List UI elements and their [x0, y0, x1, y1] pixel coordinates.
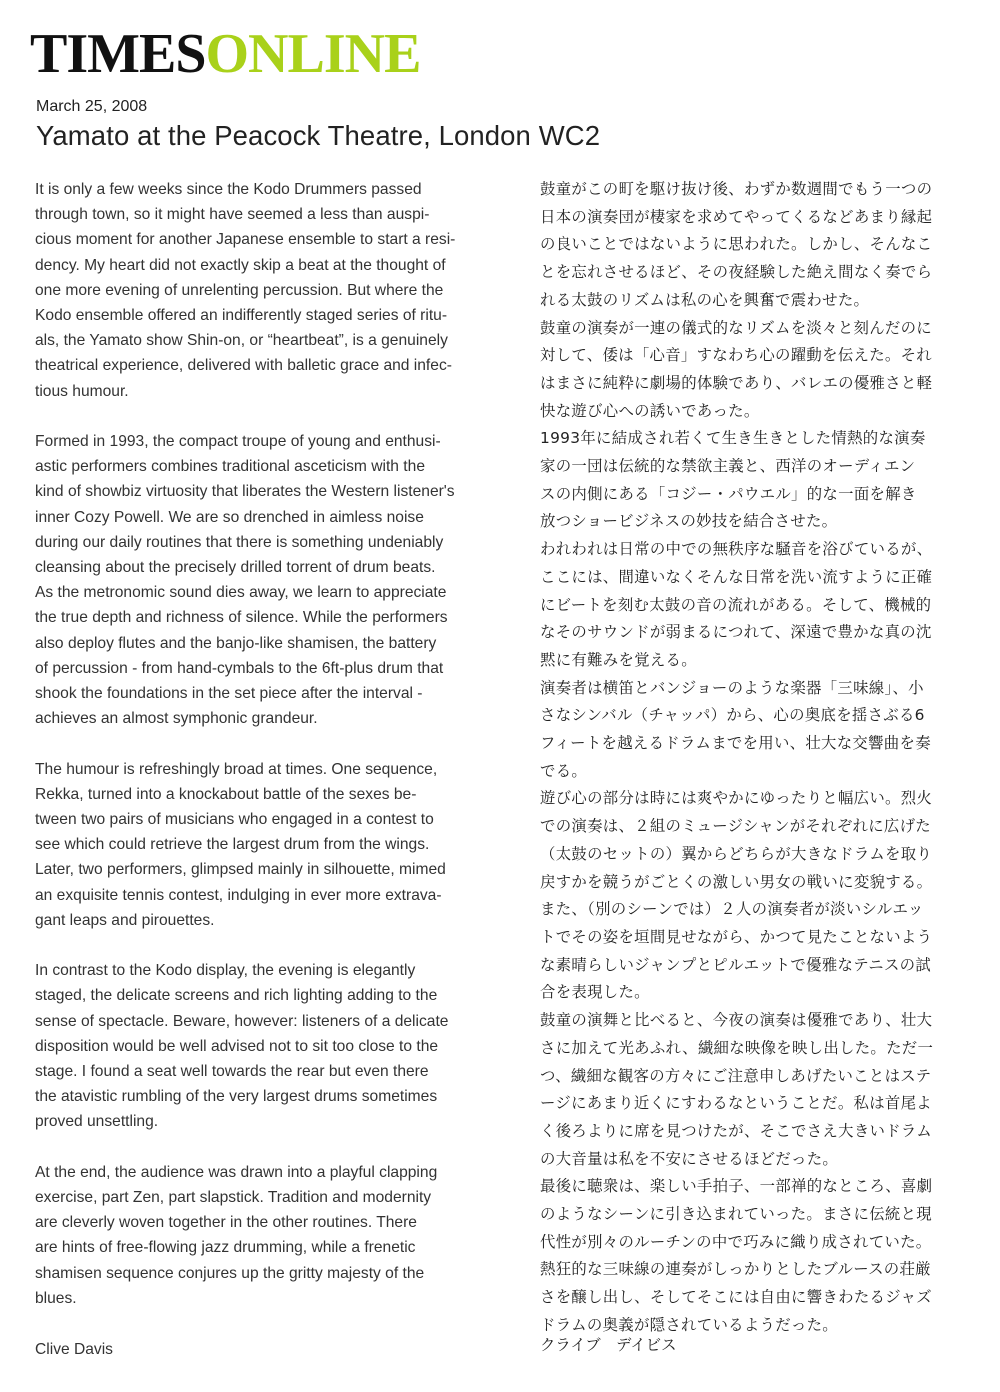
english-line: sense of spectacle. Beware, however: listeners of a delicate	[35, 1012, 449, 1030]
english-paragraph	[35, 429, 503, 731]
japanese-line: の良いことではないように思われた。しかし、そんなこ	[540, 235, 933, 254]
english-paragraph	[35, 1160, 503, 1311]
japanese-line: はまさに純粋に劇場的体験であり、バレエの優雅さと軽	[540, 373, 933, 392]
japanese-line: 快な遊び心への誘いであった。	[540, 401, 760, 420]
english-line: an exquisite tennis contest, indulging in ever more extrava-	[35, 886, 442, 904]
japanese-line: ージにあまり近くにすわるなということだ。私は首尾よ	[540, 1094, 932, 1113]
times-online-logo	[30, 23, 421, 85]
english-line: one more evening of unrelenting percussion. But where the	[35, 281, 444, 299]
japanese-paragraph	[540, 675, 980, 786]
english-line: through town, so it might have seemed a less than auspi-	[35, 206, 430, 224]
japanese-line: 鼓童の演舞と比べると、今夜の演奏は優雅であり、壮大	[540, 1011, 933, 1030]
article-date: March 25, 2008	[36, 98, 148, 115]
japanese-paragraph	[540, 536, 980, 675]
japanese-paragraph	[540, 1173, 980, 1256]
japanese-line: また、（別のシーンでは）２人の演奏者が淡いシルエッ	[540, 900, 924, 919]
english-line: during our daily routines that there is something undeniably	[35, 533, 444, 551]
japanese-line: スの内側にある「コジー・パウエル」的な一面を解き	[540, 484, 917, 503]
japanese-line: れる太鼓のリズムは私の心を興奮で震わせた。	[540, 290, 870, 309]
japanese-line: 代性が別々のルーチンの中で巧みに織り成されていた。	[540, 1232, 932, 1251]
japanese-line: でる。	[540, 761, 588, 780]
english-line: gant leaps and pirouettes.	[35, 911, 215, 929]
japanese-line: 鼓童の演奏が一連の儀式的なリズムを淡々と刻んだのに	[540, 318, 932, 337]
english-line: Kodo ensemble offered an indifferently staged series of ritu-	[35, 307, 448, 325]
japanese-line: トでその姿を垣間見せながら、かつて見たことないよう	[540, 927, 933, 946]
english-line: the atavistic rumbling of the very largest drums sometimes	[35, 1088, 438, 1106]
english-line: It is only a few weeks since the Kodo Drummers passed	[35, 181, 422, 198]
japanese-line: での演奏は、２組のミュージシャンがそれぞれに広げた	[540, 817, 931, 836]
japanese-line: （太鼓のセットの）翼からどちらが大きなドラムを取り	[540, 844, 933, 863]
english-line: of percussion - from hand-cymbals to the 6ft-plus drum that	[35, 659, 444, 677]
english-line: are hints of free-flowing jazz drumming, while a frenetic	[35, 1239, 416, 1257]
english-line: the true depth and richness of silence. While the performers	[35, 609, 448, 627]
english-line: blues.	[35, 1289, 77, 1307]
japanese-line: 対して、倭は「心音」すなわち心の躍動を伝えた。それ	[540, 346, 932, 365]
english-body	[35, 177, 503, 1311]
english-column	[35, 177, 503, 1358]
japanese-line: つ、繊細な観客の方々にご注意申しあげたいことはステ	[540, 1066, 932, 1085]
english-line: Rekka, turned into a knockabout battle of the sexes be-	[35, 785, 417, 803]
english-line: The humour is refreshingly broad at times. One sequence,	[35, 760, 438, 778]
japanese-column	[540, 176, 980, 1354]
english-line: tious humour.	[35, 382, 129, 400]
english-line: shook the foundations in the set piece after the interval -	[35, 685, 423, 703]
japanese-line: にビートを刻む太鼓の音の流れがある。そして、機械的	[540, 595, 932, 614]
english-paragraph	[35, 958, 503, 1134]
english-line: At the end, the audience was drawn into a playful clapping	[35, 1163, 438, 1181]
japanese-line: ドラムの奥義が隠されているようだった。	[540, 1315, 838, 1334]
japanese-line: フィートを越えるドラムまでを用い、壮大な交響曲を奏	[540, 734, 931, 753]
japanese-line: 家の一団は伝統的な禁欲主義と、西洋のオーディエン	[540, 457, 916, 476]
japanese-line: な素晴らしいジャンプとピルエットで優雅なテニスの試	[540, 955, 932, 974]
logo-online: ONLINE	[205, 23, 421, 85]
japanese-line: さに加えて光あふれ、繊細な映像を映し出した。ただ一	[540, 1038, 934, 1057]
japanese-line: 黙に有難みを覚える。	[540, 650, 697, 669]
english-line: Formed in 1993, the compact troupe of young and enthusi-	[35, 433, 441, 451]
english-line: inner Cozy Powell. We are so drenched in aimless noise	[35, 508, 424, 526]
english-line: als, the Yamato show Shin-on, or “heartbeat”, is a genuinely	[35, 332, 448, 350]
english-line: are cleverly woven together in the other routines. There	[35, 1214, 417, 1232]
japanese-line: 放つショービジネスの妙技を結合させた。	[540, 512, 838, 531]
japanese-paragraph	[540, 176, 980, 315]
japanese-line: われわれは日常の中での無秩序な騒音を浴びているが、	[540, 540, 933, 559]
english-line: In contrast to the Kodo display, the evening is elegantly	[35, 962, 416, 980]
japanese-line: 演奏者は横笛とバンジョーのような楽器「三味線」、小	[540, 678, 924, 697]
japanese-line: さなシンバル（チャッパ）から、心の奥底を揺さぶる6	[540, 706, 925, 725]
english-line: proved unsettling.	[35, 1113, 159, 1131]
english-line: kind of showbiz virtuosity that liberates the Western listener's	[35, 483, 455, 501]
english-line: As the metronomic sound dies away, we learn to appreciate	[35, 584, 447, 602]
japanese-line: ここには、間違いなくそんな日常を洗い流すように正確	[540, 567, 933, 586]
english-line: exercise, part Zen, part slapstick. Tradition and modernity	[35, 1189, 432, 1207]
japanese-line: の大音量は私を不安にさせるほどだった。	[540, 1149, 839, 1168]
english-line: see which could retrieve the largest drum from the wings.	[35, 836, 430, 854]
japanese-paragraph	[540, 1007, 980, 1173]
english-line: staged, the delicate screens and rich lighting adding to the	[35, 987, 438, 1005]
english-line: astic performers combines traditional asceticism with the	[35, 458, 425, 476]
english-line: achieves an almost symphonic grandeur.	[35, 710, 318, 728]
article-title: Yamato at the Peacock Theatre, London WC2	[36, 120, 601, 151]
japanese-line: 日本の演奏団が棲家を求めてやってくるなどあまり縁起	[540, 207, 933, 226]
japanese-line: 熱狂的な三味線の連奏がしっかりとしたブルースの荘厳	[540, 1260, 931, 1279]
japanese-line: 戻すかを競うがごとくの激しい男女の戦いに変貌する。	[540, 872, 933, 891]
japanese-paragraph	[540, 315, 980, 426]
english-line: stage. I found a seat well towards the rear but even there	[35, 1063, 429, 1081]
english-line: cleansing about the precisely drilled torrent of drum beats.	[35, 559, 436, 577]
english-line: shamisen sequence conjures up the gritty majesty of the	[35, 1264, 425, 1282]
japanese-line: 最後に聴衆は、楽しい手拍子、一部禅的なところ、喜劇	[540, 1177, 933, 1196]
english-paragraph	[35, 757, 503, 933]
japanese-line: 遊び心の部分は時には爽やかにゆったりと幅広い。烈火	[540, 789, 933, 808]
japanese-paragraph	[540, 425, 980, 536]
japanese-line: く後ろよりに席を見つけたが、そこでさえ大きいドラム	[540, 1121, 933, 1140]
english-line: theatrical experience, delivered with balletic grace and infec-	[35, 357, 452, 375]
japanese-body	[540, 176, 980, 1340]
english-line: tween two pairs of musicians who engaged in a contest to	[35, 811, 434, 829]
japanese-line: 合を表現した。	[540, 983, 650, 1002]
english-line: also deploy flutes and the banjo-like shamisen, the battery	[35, 634, 437, 652]
japanese-line: なそのサウンドが弱まるにつれて、深遠で豊かな真の沈	[540, 623, 932, 642]
english-author: Clive Davis	[35, 1341, 113, 1358]
english-line: dency. My heart did not exactly skip a beat at the thought of	[35, 256, 446, 274]
japanese-author: クライブ デイビス	[540, 1336, 677, 1354]
japanese-paragraph	[540, 785, 980, 1007]
japanese-line: 鼓童がこの町を駆け抜け後、わずか数週間でもう一つの	[540, 180, 933, 198]
japanese-line: とを忘れさせるほど、その夜経験した絶え間なく奏でら	[540, 263, 933, 282]
japanese-line: 1993年に結成され若くて生き生きとした情熱的な演奏	[540, 429, 926, 448]
japanese-line: さを醸し出し、そしてそこには自由に響きわたるジャズ	[540, 1288, 932, 1307]
english-paragraph	[35, 177, 503, 404]
japanese-paragraph	[540, 1256, 980, 1339]
english-line: cious moment for another Japanese ensemble to start a resi-	[35, 231, 456, 249]
japanese-line: のようなシーンに引き込まれていった。まさに伝統と現	[540, 1205, 932, 1224]
logo-times: TIMES	[30, 23, 206, 85]
english-line: Later, two performers, glimpsed mainly in silhouette, mimed	[35, 861, 446, 879]
english-line: disposition would be well advised not to sit too close to the	[35, 1037, 439, 1055]
